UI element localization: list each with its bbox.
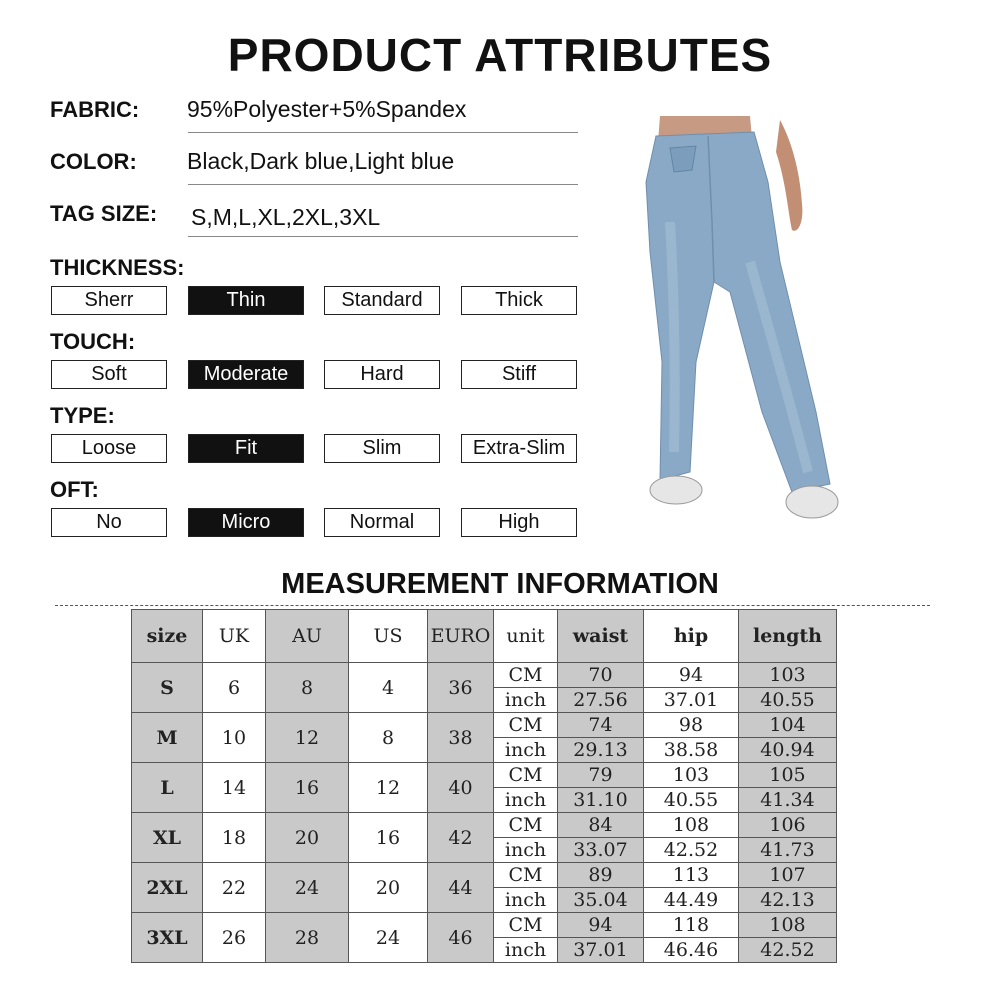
waist-cell: 27.56 — [558, 688, 644, 713]
unit-cell: inch — [494, 888, 558, 913]
unit-cell: inch — [494, 838, 558, 863]
euro-cell: 36 — [428, 663, 494, 713]
uk-cell: 18 — [203, 813, 266, 863]
length-cell: 41.73 — [739, 838, 837, 863]
page-title: PRODUCT ATTRIBUTES — [227, 29, 773, 81]
waist-cell: 37.01 — [558, 938, 644, 963]
us-cell: 24 — [349, 913, 428, 963]
color-divider — [188, 184, 578, 185]
waist-cell: 35.04 — [558, 888, 644, 913]
tag-size-value: S,M,L,XL,2XL,3XL — [191, 204, 381, 230]
tag-size-divider — [188, 236, 578, 237]
table-row — [132, 913, 837, 938]
waist-cell: 74 — [558, 713, 644, 738]
touch-option-moderate-selected: Moderate — [188, 360, 304, 389]
size-cell: 2XL — [132, 863, 203, 913]
type-label: TYPE: — [50, 403, 115, 428]
unit-cell: inch — [494, 788, 558, 813]
color-value: Black,Dark blue,Light blue — [187, 148, 455, 174]
hip-cell: 98 — [644, 713, 739, 738]
measurement-table — [131, 609, 837, 963]
unit-cell: CM — [494, 713, 558, 738]
hip-cell: 40.55 — [644, 788, 739, 813]
waist-cell: 31.10 — [558, 788, 644, 813]
au-cell: 16 — [266, 763, 349, 813]
measurement-title: MEASUREMENT INFORMATION — [281, 568, 719, 600]
table-row — [132, 663, 837, 688]
au-cell: 8 — [266, 663, 349, 713]
unit-cell: inch — [494, 688, 558, 713]
tag-size-label: TAG SIZE: — [50, 201, 158, 226]
uk-cell: 22 — [203, 863, 266, 913]
length-cell: 41.34 — [739, 788, 837, 813]
uk-cell: 10 — [203, 713, 266, 763]
size-cell: L — [132, 763, 203, 813]
color-label: COLOR: — [50, 149, 137, 174]
uk-cell: 14 — [203, 763, 266, 813]
unit-cell: CM — [494, 663, 558, 688]
length-cell: 104 — [739, 713, 837, 738]
length-cell: 105 — [739, 763, 837, 788]
touch-label: TOUCH: — [50, 329, 136, 354]
hip-cell: 38.58 — [644, 738, 739, 763]
hip-cell: 103 — [644, 763, 739, 788]
euro-cell: 46 — [428, 913, 494, 963]
unit-cell: CM — [494, 913, 558, 938]
thickness-option-sherr: Sherr — [51, 286, 167, 315]
euro-cell: 42 — [428, 813, 494, 863]
header-unit: unit — [494, 610, 558, 663]
header-size: size — [132, 610, 203, 663]
type-option-loose: Loose — [51, 434, 167, 463]
table-row — [132, 863, 837, 888]
size-cell: 3XL — [132, 913, 203, 963]
unit-cell: inch — [494, 938, 558, 963]
table-header-row — [132, 610, 837, 663]
left-shoe — [650, 476, 702, 504]
waist-cell: 29.13 — [558, 738, 644, 763]
euro-cell: 40 — [428, 763, 494, 813]
oft-option-normal: Normal — [324, 508, 440, 537]
table-row — [132, 813, 837, 838]
length-cell: 42.52 — [739, 938, 837, 963]
hip-cell: 94 — [644, 663, 739, 688]
au-cell: 28 — [266, 913, 349, 963]
waist-cell: 89 — [558, 863, 644, 888]
touch-option-hard: Hard — [324, 360, 440, 389]
length-cell: 107 — [739, 863, 837, 888]
thickness-option-thick: Thick — [461, 286, 577, 315]
us-cell: 16 — [349, 813, 428, 863]
jeans-highlight-left — [670, 222, 675, 452]
uk-cell: 26 — [203, 913, 266, 963]
right-shoe — [786, 486, 838, 518]
dashed-divider — [55, 605, 930, 606]
type-option-fit-selected: Fit — [188, 434, 304, 463]
au-cell: 12 — [266, 713, 349, 763]
waist-cell: 70 — [558, 663, 644, 688]
fabric-label: FABRIC: — [50, 97, 140, 122]
length-cell: 42.13 — [739, 888, 837, 913]
fabric-value: 95%Polyester+5%Spandex — [187, 96, 467, 122]
type-option-slim: Slim — [324, 434, 440, 463]
waist-cell: 84 — [558, 813, 644, 838]
header-us: US — [349, 610, 428, 663]
length-cell: 108 — [739, 913, 837, 938]
hip-cell: 108 — [644, 813, 739, 838]
hip-cell: 42.52 — [644, 838, 739, 863]
hip-cell: 46.46 — [644, 938, 739, 963]
table-row — [132, 763, 837, 788]
touch-option-stiff: Stiff — [461, 360, 577, 389]
thickness-label: THICKNESS: — [50, 255, 185, 280]
header-length: length — [739, 610, 837, 663]
unit-cell: CM — [494, 863, 558, 888]
oft-label: OFT: — [50, 477, 99, 502]
waist-cell: 94 — [558, 913, 644, 938]
jeans-pocket-left — [670, 146, 696, 172]
length-cell: 40.94 — [739, 738, 837, 763]
oft-option-high: High — [461, 508, 577, 537]
unit-cell: inch — [494, 738, 558, 763]
uk-cell: 6 — [203, 663, 266, 713]
thickness-option-standard: Standard — [324, 286, 440, 315]
length-cell: 106 — [739, 813, 837, 838]
header-hip: hip — [644, 610, 739, 663]
table-row — [132, 713, 837, 738]
unit-cell: CM — [494, 763, 558, 788]
oft-option-no: No — [51, 508, 167, 537]
touch-option-soft: Soft — [51, 360, 167, 389]
product-photo — [630, 112, 840, 552]
length-cell: 40.55 — [739, 688, 837, 713]
header-uk: UK — [203, 610, 266, 663]
us-cell: 8 — [349, 713, 428, 763]
us-cell: 12 — [349, 763, 428, 813]
header-waist: waist — [558, 610, 644, 663]
oft-option-micro-selected: Micro — [188, 508, 304, 537]
au-cell: 24 — [266, 863, 349, 913]
length-cell: 103 — [739, 663, 837, 688]
size-cell: XL — [132, 813, 203, 863]
euro-cell: 38 — [428, 713, 494, 763]
size-cell: M — [132, 713, 203, 763]
hip-cell: 44.49 — [644, 888, 739, 913]
au-cell: 20 — [266, 813, 349, 863]
unit-cell: CM — [494, 813, 558, 838]
waist-cell: 79 — [558, 763, 644, 788]
hip-cell: 37.01 — [644, 688, 739, 713]
size-cell: S — [132, 663, 203, 713]
type-option-extra-slim: Extra-Slim — [461, 434, 577, 463]
euro-cell: 44 — [428, 863, 494, 913]
hip-cell: 118 — [644, 913, 739, 938]
fabric-divider — [188, 132, 578, 133]
hip-cell: 113 — [644, 863, 739, 888]
us-cell: 20 — [349, 863, 428, 913]
us-cell: 4 — [349, 663, 428, 713]
thickness-option-thin-selected: Thin — [188, 286, 304, 315]
header-au: AU — [266, 610, 349, 663]
model-arm — [776, 120, 802, 231]
header-euro: EURO — [428, 610, 494, 663]
waist-cell: 33.07 — [558, 838, 644, 863]
